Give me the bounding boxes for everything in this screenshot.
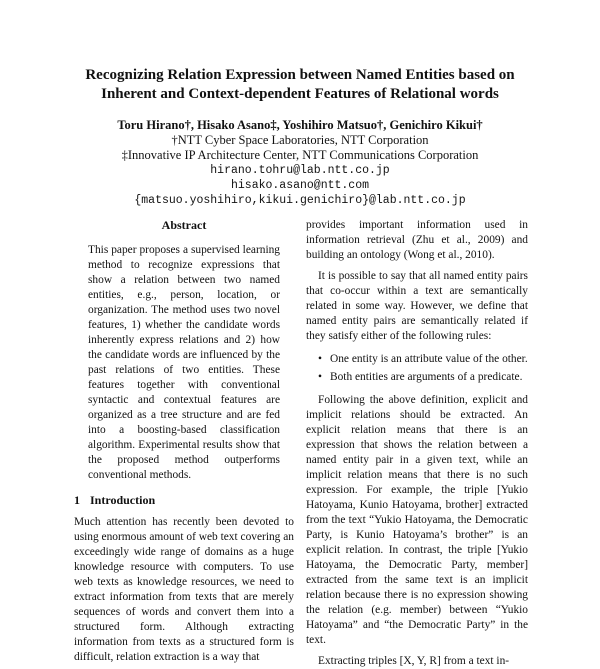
paragraph-2: It is possible to say that all named entity pairs that co-occur within a text are semantically related in some way. However, we define that named entity pairs are semantically related if they satisfy either of the following rules: bbox=[306, 270, 528, 342]
introduction-paragraph: Much attention has recently been devoted to using enormous amount of web text covering an exceedingly wide range of domains as a huge knowledge resource with computers. To use web texts as knowledge resources, we need to extract information from texts that are merely sequences of words and convert them into a structured form. Although extracting information from texts as a structured form is difficult, relation extraction is a way that bbox=[74, 516, 294, 663]
left-column bbox=[74, 218, 294, 665]
email-3: {matsuo.yoshihiro,kikui.genichiro}@lab.ntt.co.jp bbox=[134, 194, 466, 207]
author-block bbox=[40, 118, 560, 208]
list-item: • Both entities are arguments of a predicate. bbox=[320, 370, 528, 385]
rule-list bbox=[306, 352, 528, 385]
right-column bbox=[306, 218, 528, 669]
affiliation-2: ‡Innovative IP Architecture Center, NTT Communications Corporation bbox=[121, 148, 479, 162]
list-item: • One entity is an attribute value of the other. bbox=[320, 352, 528, 367]
paragraph-4: Extracting triples [X, Y, R] from a text in- bbox=[318, 655, 510, 667]
email-1: hirano.tohru@lab.ntt.co.jp bbox=[210, 164, 390, 177]
paragraph-3: Following the above definition, explicit and implicit relations should be extracted. An explicit relation means that there is an expression that shows the relation between a named entity pair in a given text, while an implicit relation means that there is no such expression. For example, the triple [Yukio Hatoyama, Kunio Hatoyama, brother] extracted from the text “Yukio Hatoyama, the Democratic Party, is Kunio Hatoyama’s brother” is an explicit relation. In contrast, the triple [Yukio Hatoyama, the Democratic Party, member] extracted from the same text is an implicit relation because there is no expression showing the relation (e.g. member) between “Yukio Hatoyama” and “the Democratic Party” in the text. bbox=[306, 394, 528, 646]
email-2: hisako.asano@ntt.com bbox=[230, 179, 370, 192]
abstract-text: This paper proposes a supervised learning method to recognize expressions that show a relation between two named entities, e.g., person, location, or organization. The method uses two novel features, 1) whether the candidate words inherently express relations and 2) how the candidate words are influenced by the past relations of two entities. These features together with conventional syntactic and contextual features are organized as a tree structure and are fed into a boosting-based classification algorithm. Experimental results show that the proposed method outperforms conventional methods. bbox=[88, 244, 280, 481]
affiliation-1: †NTT Cyber Space Laboratories, NTT Corporation bbox=[171, 133, 429, 147]
section-number: 1 bbox=[74, 493, 80, 507]
paragraph-1: provides important information used in information retrieval (Zhu et al., 2009) and building an ontology (Wong et al., 2010). bbox=[306, 219, 528, 261]
title-line-1: Recognizing Relation Expression between Named Entities based on bbox=[85, 67, 515, 83]
section-heading-introduction bbox=[74, 493, 294, 508]
paper-title bbox=[40, 66, 560, 104]
section-title: Introduction bbox=[90, 493, 156, 507]
author-names: Toru Hirano†, Hisako Asano‡, Yoshihiro Matsuo†, Genichiro Kikui† bbox=[117, 118, 483, 132]
abstract-heading: Abstract bbox=[161, 218, 207, 232]
title-line-2: Inherent and Context-dependent Features of Relational words bbox=[101, 86, 499, 102]
